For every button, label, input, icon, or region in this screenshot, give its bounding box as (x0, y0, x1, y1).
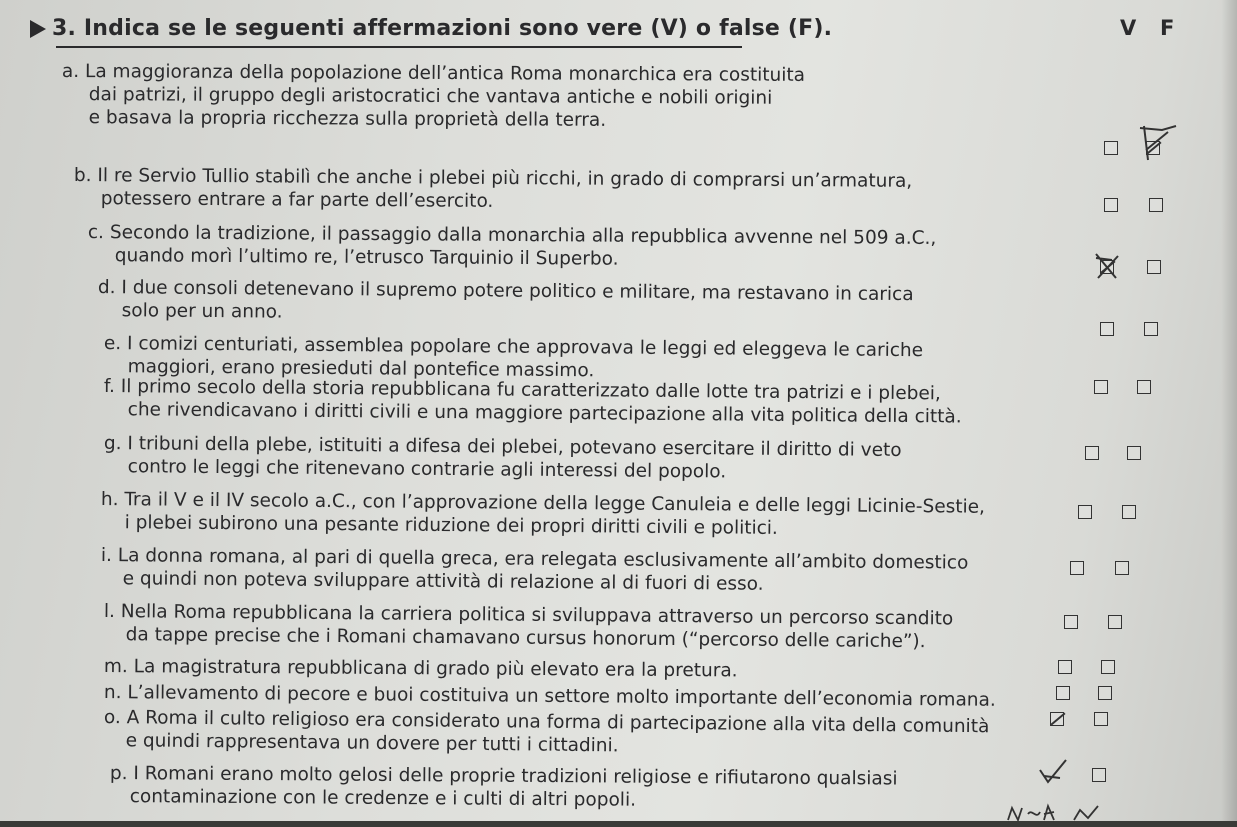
checkbox-f-true[interactable] (1085, 446, 1099, 460)
statement-i (101, 544, 969, 598)
statement-line: da tappe precise che i Romani chamavano cursus honorum (“percorso delle cariche”). (125, 624, 926, 653)
statement-line: potessero entrare a far parte dell’esercito. (100, 188, 494, 212)
statement-marker: h. (100, 488, 119, 511)
statement-line: solo per un anno. (121, 300, 283, 323)
column-header-false: F (1160, 16, 1175, 40)
checkbox-h-false[interactable] (1115, 561, 1129, 575)
checkbox-m-true[interactable] (1056, 686, 1070, 700)
statement-marker: d. (97, 276, 116, 299)
statement-line: I tribuni della plebe, istituiti a difesa dei plebei, potevano esercitare il diritto di veto (127, 433, 902, 461)
checkbox-h-true[interactable] (1070, 561, 1084, 575)
handwritten-check-mark-icon (1090, 250, 1124, 284)
statement-marker: i. (100, 544, 113, 567)
statement-marker: l. (103, 600, 116, 623)
checkbox-b-true[interactable] (1104, 198, 1118, 212)
statement-b (74, 164, 913, 216)
statement-line: A Roma il culto religioso era considerato una forma di partecipazione alla vita della comunità (126, 707, 990, 738)
statement-l (104, 600, 954, 653)
statement-p (110, 762, 898, 813)
statement-line: La magistratura repubblicana di grado più elevato era la pretura. (133, 656, 738, 682)
column-header-true: V (1120, 16, 1137, 40)
checkbox-o-false[interactable] (1092, 768, 1106, 782)
checkbox-g-true[interactable] (1078, 505, 1092, 519)
statement-marker: n. (103, 681, 122, 704)
checkbox-m-false[interactable] (1098, 686, 1112, 700)
statement-a (62, 60, 805, 133)
statement-line: Secondo la tradizione, il passaggio dalla monarchia alla repubblica avvenne nel 509 a.C., (109, 222, 937, 249)
statement-line: quando morì l’ultimo re, l’etrusco Tarquinio il Superbo. (114, 245, 619, 270)
statement-line: Nella Roma repubblicana la carriera politica si sviluppava attraverso un percorso scandito (120, 601, 954, 630)
checkbox-n-false[interactable] (1094, 712, 1108, 726)
statement-line: Il re Servio Tullio stabilì che anche i plebei più ricchi, in grado di comprarsi un’armatura, (97, 165, 913, 192)
checkbox-b-false[interactable] (1149, 198, 1163, 212)
checkbox-d-true[interactable] (1100, 322, 1114, 336)
statement-marker: e. (103, 332, 122, 355)
statement-o (104, 706, 990, 761)
checkbox-l-true[interactable] (1058, 660, 1072, 674)
statement-marker: c. (87, 221, 105, 244)
statement-line: I Romani erano molto gelosi delle proprie tradizioni religiose e rifiutarono qualsiasi (133, 763, 898, 790)
statement-line: i plebei subirono una pesante riduzione dei propri diritti civili e politici. (124, 512, 778, 539)
statement-line: contaminazione con le credenze e i culti di altri popoli. (129, 786, 637, 811)
checkbox-l-false[interactable] (1101, 660, 1115, 674)
statement-line: Il primo secolo della storia repubblicana fu caratterizzato dalle lotte tra patrizi e i plebei, (120, 376, 941, 405)
statement-d (98, 276, 914, 329)
checkbox-f-false[interactable] (1127, 446, 1141, 460)
statement-line: La maggioranza della popolazione dell’antica Roma monarchica era costituita (84, 61, 806, 86)
statement-f (104, 375, 962, 428)
page-bottom-edge (0, 821, 1237, 827)
statement-h (101, 488, 985, 542)
statement-line: e quindi rappresentava un dovere per tutti i cittadini. (125, 730, 619, 757)
statement-marker: o. (103, 706, 121, 729)
exercise-title: 3. Indica se le seguenti affermazioni sono vere (V) o false (F). (52, 16, 833, 41)
statement-marker: p. (109, 763, 128, 785)
checkbox-a-true[interactable] (1104, 141, 1118, 155)
statement-line: dai patrizi, il gruppo degli aristocratici che vantava antiche e nobili origini (88, 84, 773, 109)
statement-line: contro le leggi che ritenevano contrarie agli interessi del popolo. (127, 456, 727, 483)
statement-marker: m. (103, 656, 128, 678)
checkbox-d-false[interactable] (1144, 322, 1158, 336)
exercise-header (30, 14, 1220, 54)
handwritten-check-mark-icon (1132, 120, 1182, 164)
statement-marker: a. (61, 60, 80, 83)
statement-marker: g. (103, 432, 122, 455)
handwritten-check-mark-icon (1036, 756, 1072, 788)
statement-line: che rivendicavano i diritti civili e una maggiore partecipazione alla vita politica della città. (127, 399, 962, 428)
checkbox-c-false[interactable] (1147, 260, 1161, 274)
statement-marker: b. (73, 164, 92, 187)
checkbox-e-false[interactable] (1137, 380, 1151, 394)
checkbox-e-true[interactable] (1094, 380, 1108, 394)
checkbox-g-false[interactable] (1122, 505, 1136, 519)
statement-line: I due consoli detenevano il supremo potere politico e militare, ma restavano in carica (121, 277, 914, 306)
checkbox-n-true[interactable] (1050, 712, 1064, 726)
title-underline (56, 46, 742, 48)
statement-c (88, 221, 937, 273)
statement-line: L’allevamento di pecore e buoi costituiva un settore molto importante dell’economia romana. (127, 682, 996, 711)
statement-marker: f. (103, 375, 116, 398)
statement-line: e quindi non poteva sviluppare attività di relazione al di fuori di esso. (122, 568, 764, 595)
statement-line: La donna romana, al pari di quella greca, era relegata esclusivamente all’ambito domestico (117, 545, 969, 574)
statement-line: I comizi centuriati, assemblea popolare che approvava le leggi ed eleggeva le cariche (126, 333, 924, 362)
statement-line: maggiori, erano presieduti dal pontefice massimo. (127, 356, 595, 382)
page-edge-shadow (1221, 0, 1237, 827)
statement-m (104, 655, 738, 682)
statement-g (104, 432, 902, 485)
statement-line: Tra il V e il IV secolo a.C., con l’approvazione della legge Canuleia e delle leggi Licinie-Sestie, (124, 489, 986, 518)
exercise-arrow-icon (30, 20, 46, 38)
checkbox-i-true[interactable] (1064, 615, 1078, 629)
checkbox-i-false[interactable] (1108, 615, 1122, 629)
statement-line: e basava la propria ricchezza sulla proprietà della terra. (88, 107, 607, 131)
